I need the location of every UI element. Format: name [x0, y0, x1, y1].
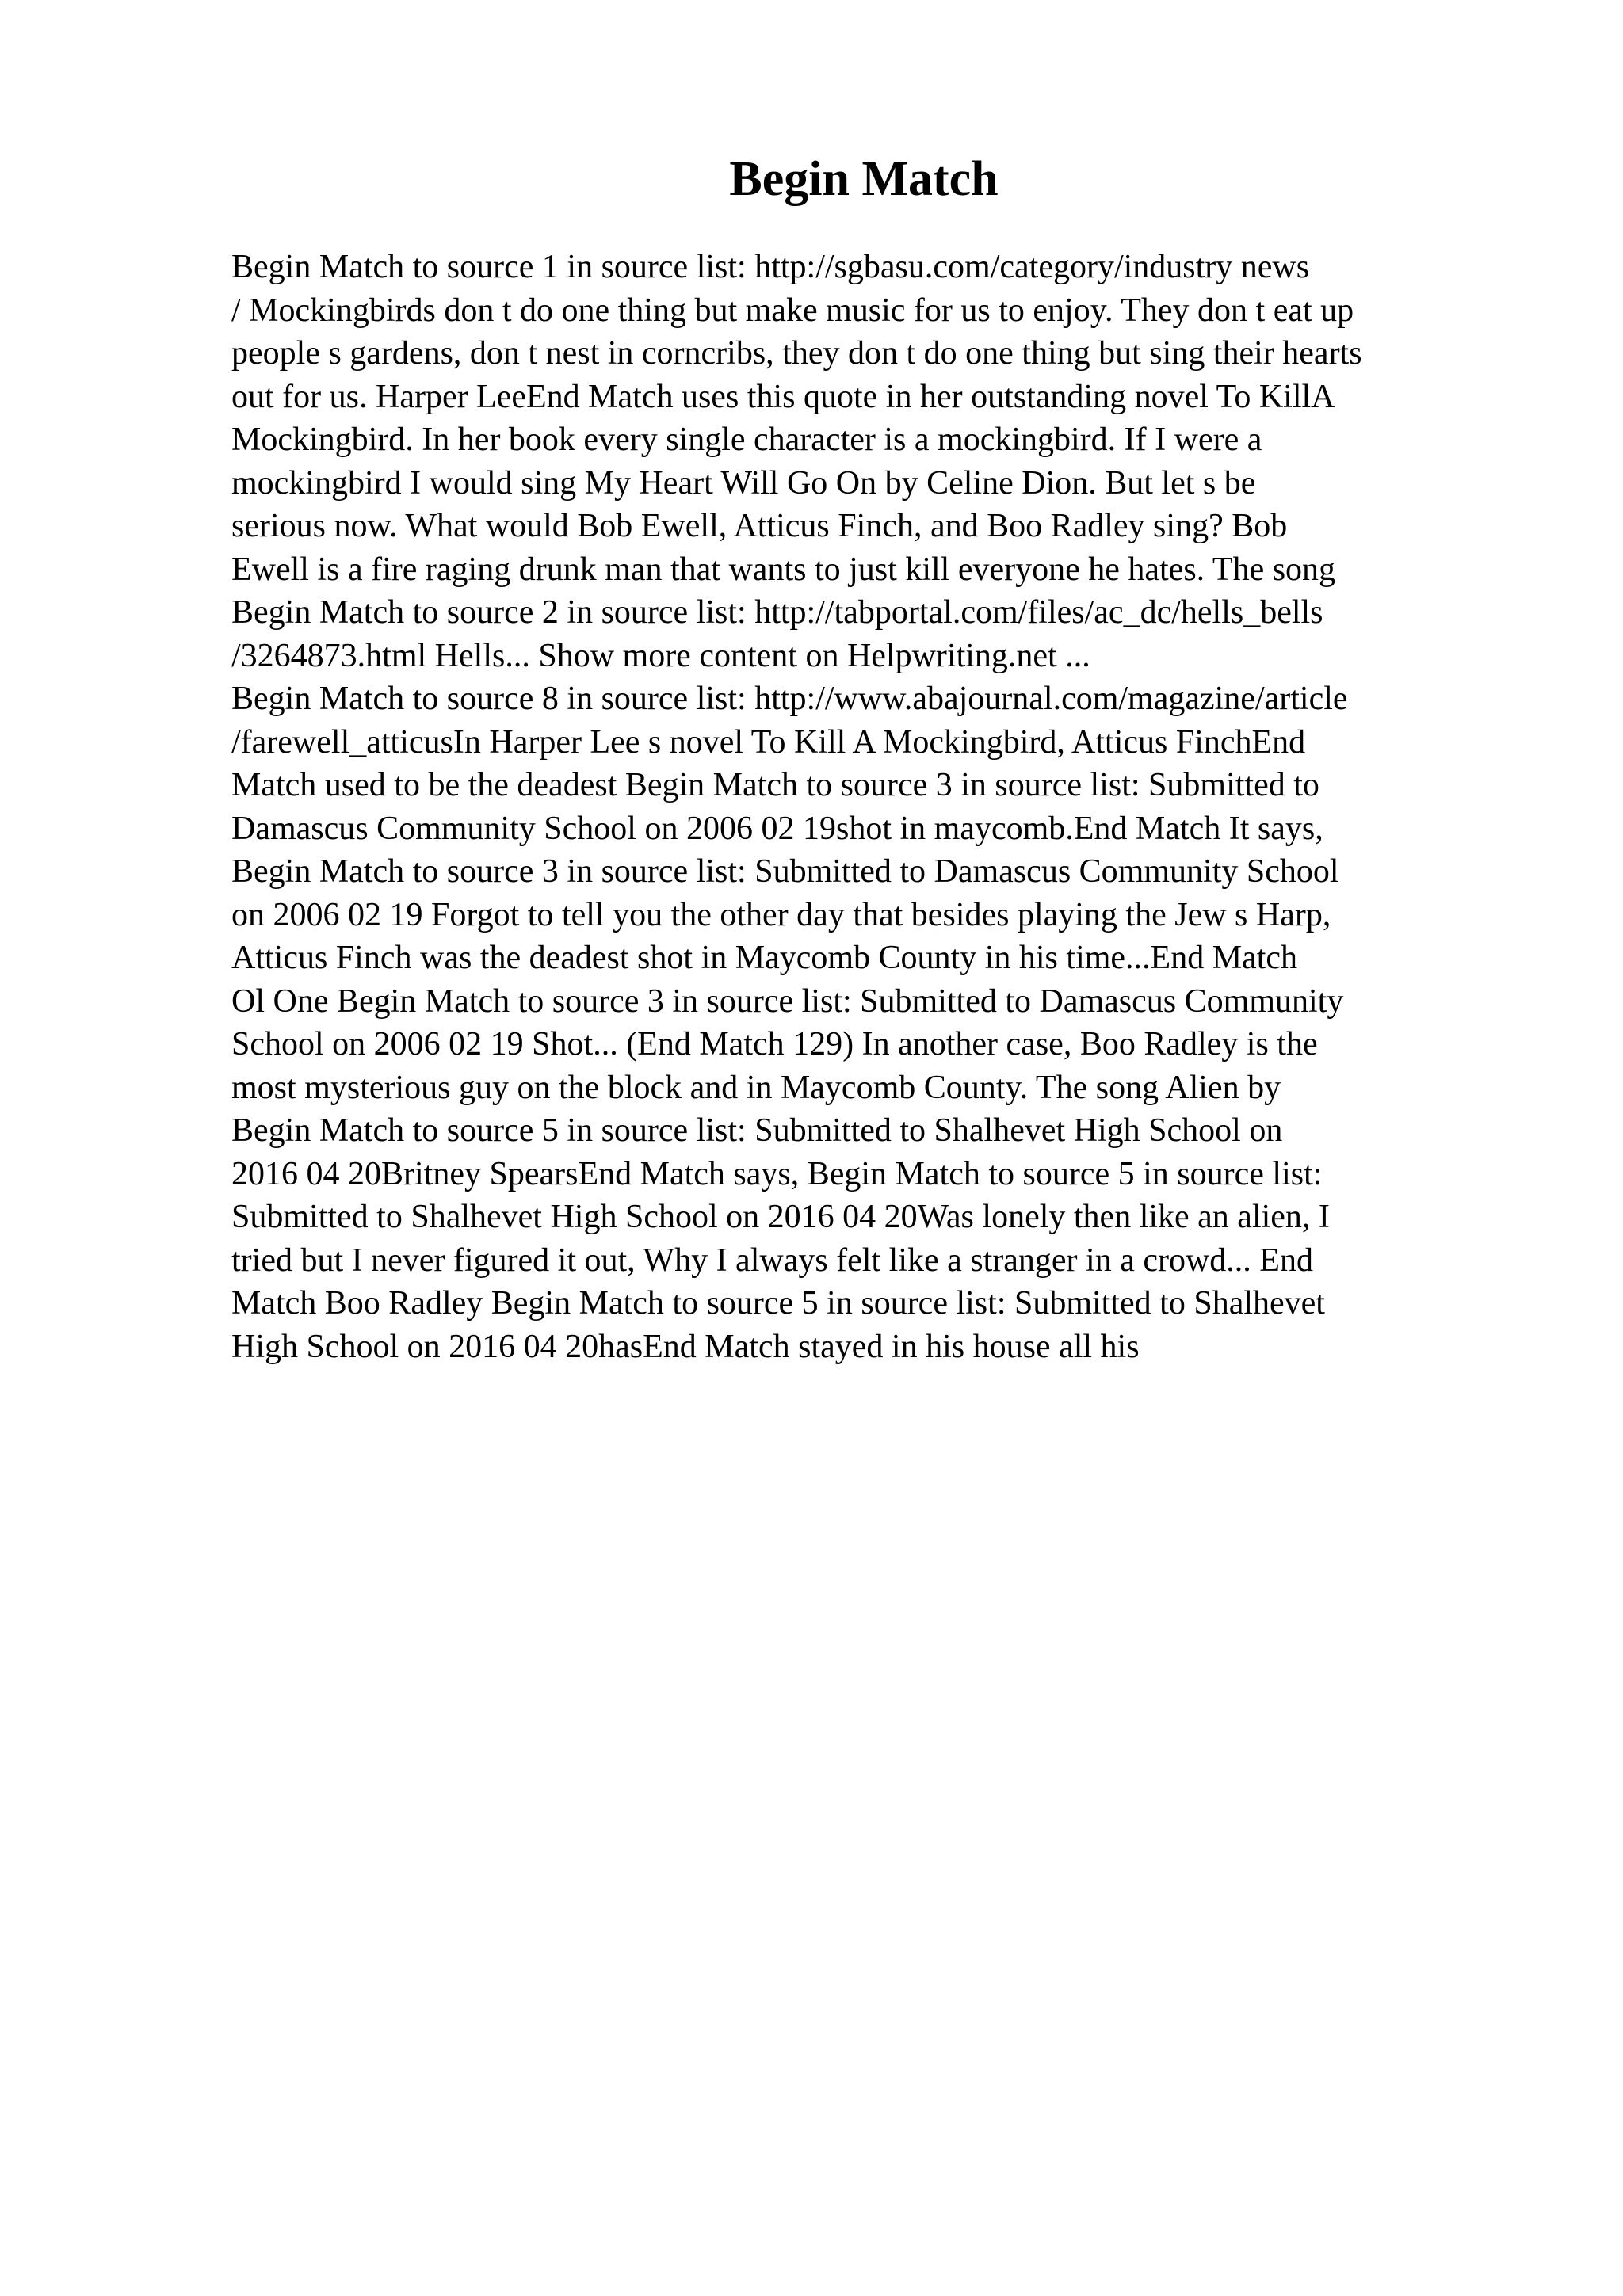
body-line: out for us. Harper LeeEnd Match uses this quote in her outstanding novel To KillA	[231, 378, 1335, 415]
body-line: mockingbird I would sing My Heart Will Go On by Celine Dion. But let s be	[231, 464, 1256, 502]
body-line: Damascus Community School on 2006 02 19shot in maycomb.End Match It says,	[231, 810, 1323, 847]
body-line: Ol One Begin Match to source 3 in source list: Submitted to Damascus Community	[231, 982, 1344, 1020]
body-line: Ewell is a fire raging drunk man that wants to just kill everyone he hates. The song	[231, 551, 1336, 588]
body-line: Match Boo Radley Begin Match to source 5 in source list: Submitted to Shalhevet	[231, 1285, 1325, 1322]
body-line: / Mockingbirds don t do one thing but make music for us to enjoy. They don t eat up	[231, 292, 1354, 329]
body-line: most mysterious guy on the block and in Maycomb County. The song Alien by	[231, 1069, 1281, 1106]
document-title: Begin Match	[729, 152, 999, 206]
body-line: Match used to be the deadest Begin Match to source 3 in source list: Submitted to	[231, 767, 1319, 803]
body-line: School on 2006 02 19 Shot... (End Match 129) In another case, Boo Radley is the	[231, 1026, 1318, 1062]
body-line: Begin Match to source 1 in source list: http://sgbasu.com/category/industry news	[231, 249, 1310, 285]
body-line: serious now. What would Bob Ewell, Atticus Finch, and Boo Radley sing? Bob	[231, 508, 1288, 544]
body-line: 2016 04 20Britney SpearsEnd Match says, Begin Match to source 5 in source list:	[231, 1155, 1323, 1192]
body-line: Begin Match to source 2 in source list: http://tabportal.com/files/ac_dc/hells_bells	[231, 594, 1323, 631]
body-line: Atticus Finch was the deadest shot in Maycomb County in his time...End Match	[231, 940, 1298, 976]
body-line: /farewell_atticusIn Harper Lee s novel To Kill A Mockingbird, Atticus FinchEnd	[231, 723, 1306, 761]
body-line: tried but I never figured it out, Why I always felt like a stranger in a crowd... End	[231, 1241, 1313, 1279]
body-line: Submitted to Shalhevet High School on 2016 04 20Was lonely then like an alien, I	[231, 1199, 1330, 1235]
body-line: High School on 2016 04 20hasEnd Match stayed in his house all his	[231, 1328, 1140, 1365]
body-line: Begin Match to source 3 in source list: Submitted to Damascus Community School	[231, 853, 1339, 890]
body-line: people s gardens, don t nest in corncribs, they don t do one thing but sing their hearts	[231, 335, 1362, 372]
document-body	[231, 246, 1623, 1368]
body-line: Begin Match to source 8 in source list: http://www.abajournal.com/magazine/article	[231, 681, 1348, 717]
body-line: /3264873.html Hells... Show more content on Helpwriting.net ...	[231, 637, 1090, 674]
body-line: Mockingbird. In her book every single character is a mockingbird. If I were a	[231, 421, 1262, 458]
body-line: Begin Match to source 5 in source list: Submitted to Shalhevet High School on	[231, 1112, 1283, 1149]
body-line: on 2006 02 19 Forgot to tell you the other day that besides playing the Jew s Harp,	[231, 896, 1331, 933]
